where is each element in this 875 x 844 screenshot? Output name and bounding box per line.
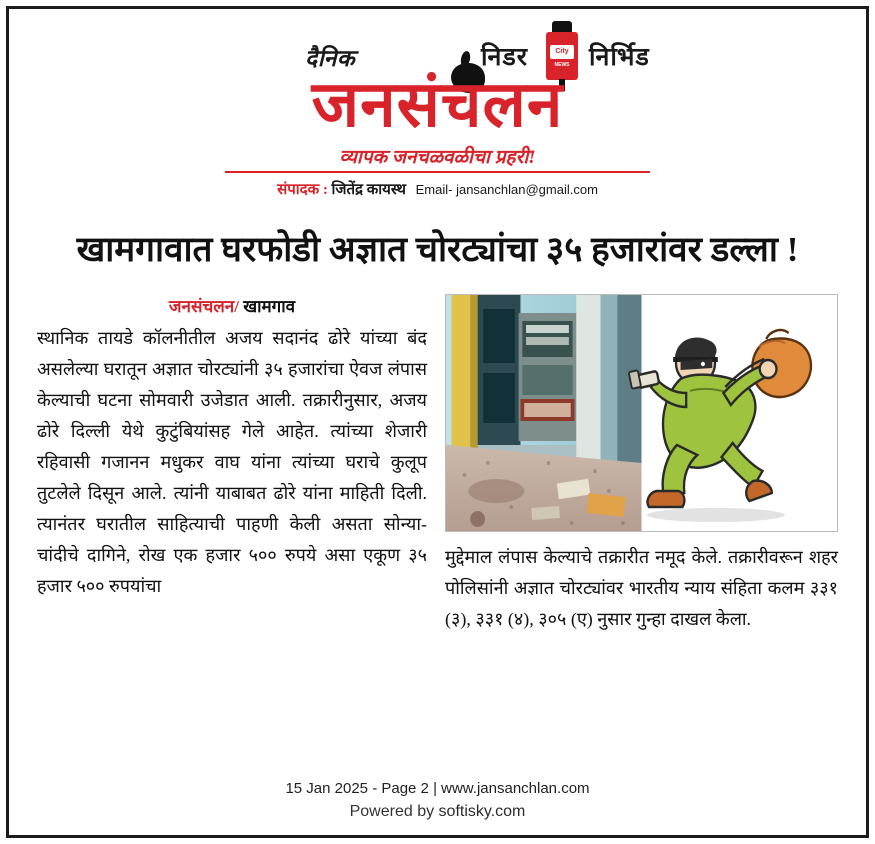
page-border (6, 6, 869, 838)
dateline (37, 294, 427, 317)
article-body-right: मुद्देमाल लंपास केल्याचे तक्रारीत नमूद केले. तक्रारीवरून शहर पोलिसांनी अज्ञात चोरट्यांवर भारतीय न्याय संहिता कलम ३३१ (३), ३३१ (४), ३०५ (ए) नुसार गुन्हा दाखल केला. (445, 547, 838, 629)
page-footer (9, 780, 866, 821)
masthead (37, 19, 838, 199)
masthead-top-row (37, 19, 838, 71)
article-left-column (37, 294, 427, 635)
dateline-place: खामगाव (243, 297, 296, 316)
article-headline: खामगावात घरफोडी अज्ञात चोरट्यांचा ३५ हजारांवर डल्ला ! (76, 230, 799, 269)
footer-source-line: 15 Jan 2025 - Page 2 | www.jansanchlan.com (285, 780, 590, 797)
masthead-nidar-label: निडर (481, 44, 528, 71)
footer-powered-prefix: Powered by (349, 803, 439, 820)
footer-brand: softisky.com (438, 803, 526, 820)
article-right-column (445, 294, 838, 635)
editor-line (37, 179, 838, 199)
article-photo (445, 294, 838, 532)
article-content (37, 294, 838, 635)
editor-email: Email- jansanchlan@gmail.com (415, 182, 598, 197)
logo-tag-text: City (550, 45, 574, 59)
masthead-tagline: व्यापक जनचळवळीचा प्रहरी! (339, 147, 536, 168)
editor-label: संपादक : (277, 182, 328, 198)
article-body-left: स्थानिक तायडे कॉलनीतील अजय सदानंद ढोरे यांच्या बंद असलेल्या घरातून अज्ञात चोरट्यांनी ३५ हजारांचा ऐवज लंपास केल्याची घटना सोमवारी उजेडात आली. तक्रारीनुसार, अजय ढोरे दिल्ली येथे कुटुंबियांसह गेले आहेत. त्यांच्या शेजारी रहिवासी गजानन मधुकर वाघ यांना त्यांच्या घराचे कुलूप तुटलेले दिसून आले. त्यांनी याबाबत ढोरे यांना माहिती दिली. त्यानंतर घरातील साहित्याची पाहणी केली असता सोन्या-चांदीचे दागिने, रोख एक हजार ५०० रुपये असा एकूण ३५ हजार ५०० रुपयांचा (37, 328, 427, 596)
masthead-dainik-label: दैनिक (305, 46, 356, 71)
article-photo-illustration (446, 295, 837, 532)
masthead-nirbhid-label: निर्भिड (589, 44, 650, 71)
logo-sub-text: NEWS (554, 62, 570, 68)
dateline-publication: जनसंचलन/ (168, 297, 239, 316)
editor-name: जितेंद्र कायस्थ (331, 182, 406, 198)
masthead-divider (225, 171, 650, 173)
footer-powered-line (9, 803, 866, 821)
masthead-title: जनसंचलन (311, 69, 564, 140)
